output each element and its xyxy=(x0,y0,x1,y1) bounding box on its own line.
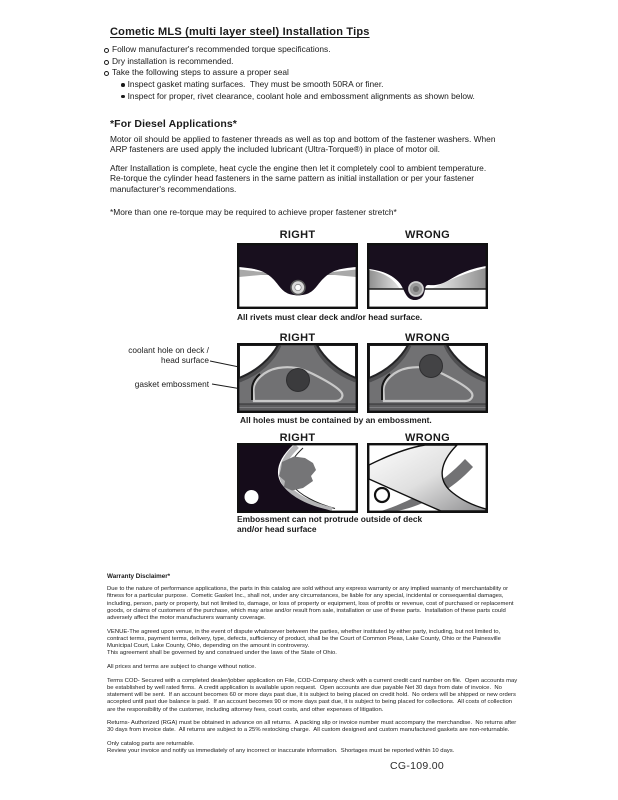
diesel-section-heading: *For Diesel Applications* xyxy=(110,118,237,130)
bolt-hole xyxy=(245,490,259,504)
fig2-right-diagram xyxy=(237,343,358,413)
fig2-right-label: RIGHT xyxy=(279,332,316,344)
fig3-right-label: RIGHT xyxy=(279,432,316,444)
warranty-heading: Warranty Disclaimer* xyxy=(107,573,171,580)
list-item-text: Dry installation is recommended. xyxy=(112,55,234,66)
list-item-text: Inspect gasket mating surfaces. They must be smooth 50RA or finer. xyxy=(127,79,384,90)
list-item-text: Inspect for proper, rivet clearance, coolant hole and embossment alignments as shown below. xyxy=(127,90,475,101)
list-item-text: Take the following steps to assure a proper seal xyxy=(112,67,289,78)
open-bullet-icon xyxy=(104,48,109,53)
diesel-paragraph-2: After Installation is complete, heat cycle the engine then let it completely cool to ambient temperature. Re-torque the cylinder head fasteners in the same pattern as initial installation or per your fastener manufacturer's recommendations. xyxy=(110,163,489,194)
disclaimer-paragraph: Returns- Authorized (RGA) must be obtained in advance on all returns. A packing slip or invoice number must accompany the merchandise. No returns after 30 days from invoice date. All returns are subject to a 25% restocking charge. All custom designed and custom manufactured gaskets are non-returnable. xyxy=(107,720,518,734)
fig3-wrong-diagram xyxy=(367,443,488,513)
fig1-caption: All rivets must clear deck and/or head surface. xyxy=(237,312,423,322)
gasket-embossment-annotation: gasket embossment xyxy=(134,379,209,389)
list-item-text: Follow manufacturer's recommended torque specifications. xyxy=(112,44,331,54)
fig2-caption: All holes must be contained by an embossment. xyxy=(240,415,432,425)
fig1-right-diagram xyxy=(237,243,358,309)
fig3-right-diagram xyxy=(237,443,358,513)
page-title: Cometic MLS (multi layer steel) Installation Tips xyxy=(110,26,370,38)
open-bullet-icon xyxy=(104,71,109,76)
fig3-wrong-label: WRONG xyxy=(405,432,450,444)
page-code: CG-109.00 xyxy=(390,760,445,772)
fig2-wrong-diagram xyxy=(367,343,488,413)
fig3-caption: Embossment can not protrude outside of deck and/or head surface xyxy=(237,514,423,534)
bolt-hole xyxy=(375,488,389,502)
disclaimer-paragraph: Terms COD- Secured with a completed dealer/jobber application on File, COD-Company check with a current credit card number on file. Open accounts may be established by well rated firms. A credit application is available upon request. Open accounts are due payable Net 30 days from date of invoice. No statement will be sent. If an account becomes 60 or more days past due, it is subject to being placed on credit hold. No orders will be shipped or new orders accepted until past due balance is paid. If an account becomes 90 or more days past due, it is subject to being placed for collections. All costs of collection are the responsibility of the customer, including attorney fees, court costs, and other expenses of litigation. xyxy=(107,677,519,713)
solid-bullet-icon xyxy=(121,95,125,99)
fig2-wrong-label: WRONG xyxy=(405,332,450,344)
disclaimer-paragraph: This agreement shall be governed by and construed under the laws of the State of Ohio. xyxy=(107,650,337,657)
open-bullet-icon xyxy=(104,60,109,65)
coolant-hole xyxy=(287,369,310,392)
installation-tips-list xyxy=(104,45,564,103)
coolant-hole xyxy=(420,355,443,378)
warranty-disclaimer xyxy=(107,573,519,756)
disclaimer-paragraph: All prices and terms are subject to change without notice. xyxy=(107,664,256,671)
disclaimer-paragraph: Only catalog parts are returnable. xyxy=(107,741,195,748)
fig1-wrong-label: WRONG xyxy=(405,229,450,241)
list-item xyxy=(121,80,564,92)
retorque-note: *More than one re-torque may be required to achieve proper fastener stretch* xyxy=(110,207,397,217)
diesel-paragraph-1: Motor oil should be applied to fastener threads as well as top and bottom of the fastener washers. When ARP fasteners are used apply the included lubricant (Ultra-Torque®) in place of motor oil. xyxy=(110,134,498,155)
fig1-right-label: RIGHT xyxy=(279,229,316,241)
disclaimer-paragraph: VENUE-The agreed upon venue, in the event of dispute whatsoever between the parties, whether instituted by either party, including, but not limited to, contract terms, payment terms, delivery, type, defects, sufficiency of product, shall be the Court of Common Pleas, Lake County, Ohio or the Painesville Municipal Court, Lake County, Ohio, depending on the amount in controversy. xyxy=(107,628,503,650)
list-item xyxy=(104,45,564,57)
solid-bullet-icon xyxy=(121,83,125,87)
coolant-hole-annotation: coolant hole on deck / head surface xyxy=(128,345,209,365)
disclaimer-paragraph: Review your invoice and notify us immediately of any incorrect or inaccurate information. Shortages must be reported within 10 days. xyxy=(107,748,455,755)
list-item xyxy=(121,92,564,104)
fig1-wrong-diagram xyxy=(367,243,488,309)
disclaimer-paragraph: Due to the nature of performance applications, the parts in this catalog are sold without any express warranty or any implied warranty of merchantability or fitness for a particular purpose. Cometic Gasket Inc., shall not, under any circumstances, be liable for any special, incidental or consequential damages, including, person, party or property, but not limited to, damage, or loss of property or equipment, loss of profits or revenue, cost of purchased or replacement goods, or claims of customers of the purchase, which may arise and/or result from sale, installation or use of these parts. Installation of these parts could adversely affect the motor manufacturers warranty coverage. xyxy=(107,586,516,622)
